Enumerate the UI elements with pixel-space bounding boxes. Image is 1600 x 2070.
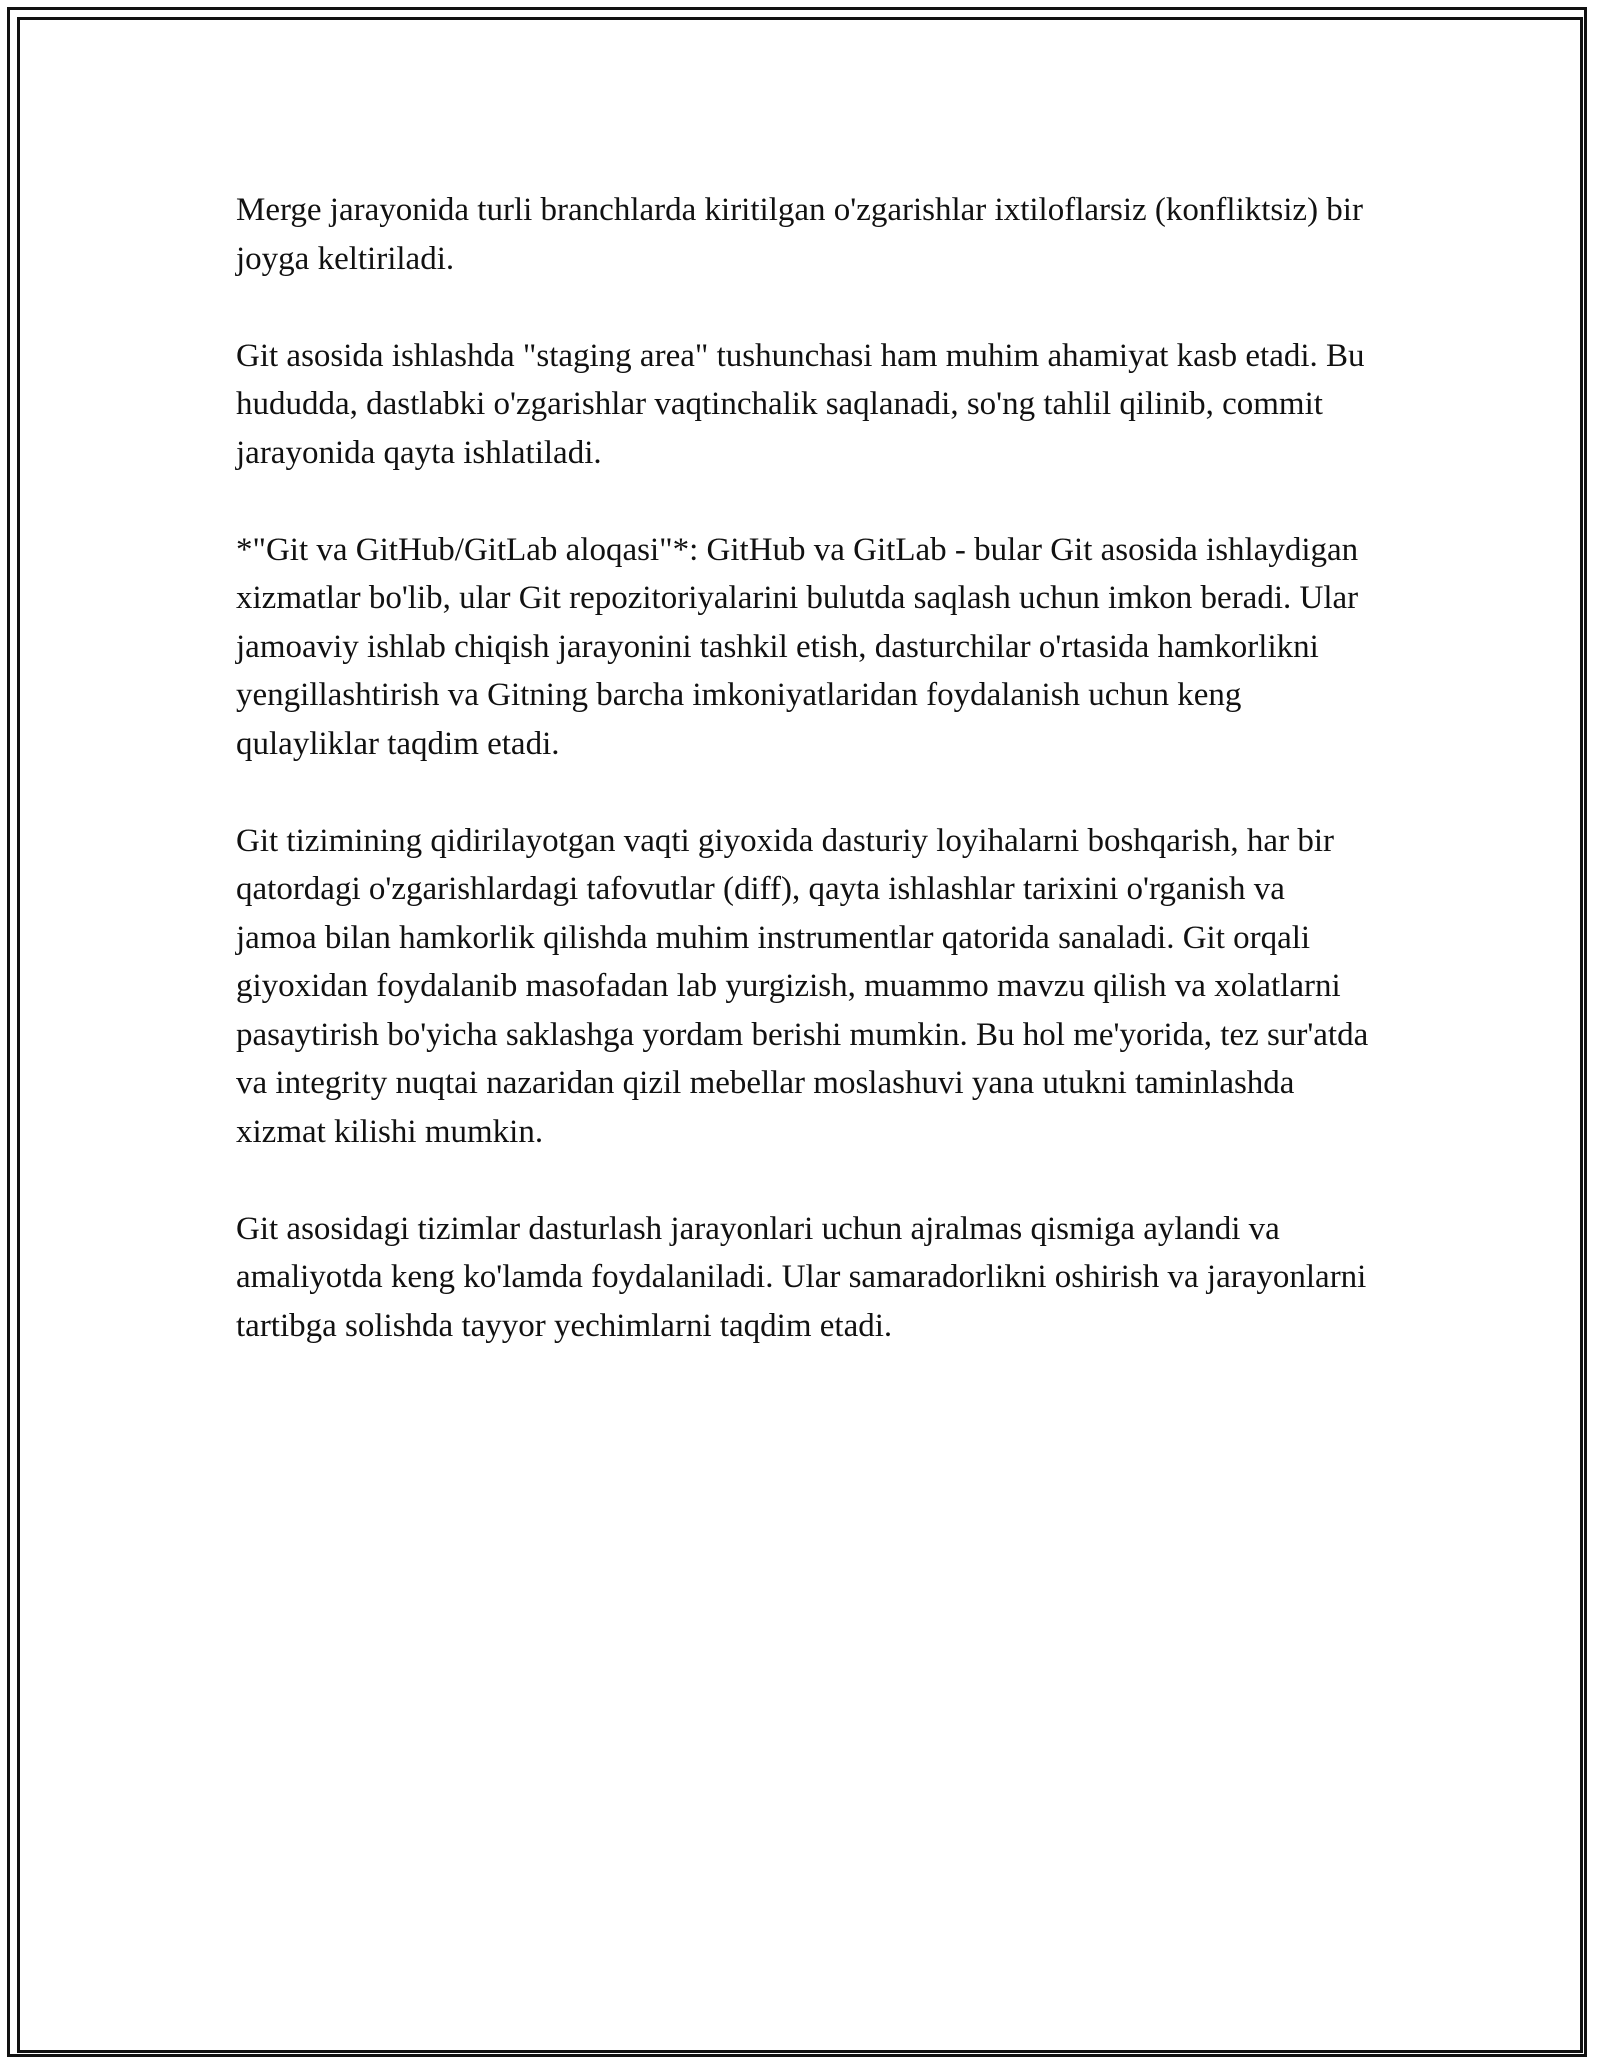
paragraph-staging-area: Git asosida ishlashda "staging area" tushunchasi ham muhim ahamiyat kasb etadi. Bu hududda, dastlabki o'zgarishlar vaqtinchalik saqlanadi, so'ng tahlil qilinib, commit jarayonida qayta ishlatiladi. — [236, 337, 1365, 471]
paragraph-merge: Merge jarayonida turli branchlarda kiritilgan o'zgarishlar ixtiloflarsiz (konfliktsiz) bir joyga keltiriladi. — [236, 192, 1363, 277]
paragraph-git-tools: Git tizimining qidirilayotgan vaqti giyoxida dasturiy loyihalarni boshqarish, har bir qatordagi o'zgarishlardagi tafovutlar (diff), qayta ishlashlar tarixini o'rganish va jamoa bilan hamkorlik qilishda muhim instrumentlar qatorida sanaladi. Git orqali giyoxidan foydalanib masofadan lab yurgizish, muammo mavzu qilish va xolatlarni pasaytirish bo'yicha saklashga yordam berishi mumkin. Bu hol me'yorida, tez sur'atda va integrity nuqtai nazaridan qizil mebellar moslashuvi yana utukni taminlashda xizmat kilishi mumkin. — [236, 822, 1369, 1150]
paragraph-conclusion: Git asosidagi tizimlar dasturlash jarayonlari uchun ajralmas qismiga aylandi va amaliyotda keng ko'lamda foydalaniladi. Ular samaradorlikni oshirish va jarayonlarni tartibga solishda tayyor yechimlarni taqdim etadi. — [236, 1210, 1367, 1344]
paragraph-github-gitlab: *"Git va GitHub/GitLab aloqasi"*: GitHub va GitLab - bular Git asosida ishlaydigan xizmatlar bo'lib, ular Git repozitoriyalarini bulutda saqlash uchun imkon beradi. Ular jamoaviy ishlab chiqish jarayonini tashkil etish, dasturchilar o'rtasida hamkorlikni yengillashtirish va Gitning barcha imkoniyatlaridan foydalanish uchun keng qulayliklar taqdim etadi. — [236, 531, 1359, 762]
document-body — [236, 186, 1372, 1399]
